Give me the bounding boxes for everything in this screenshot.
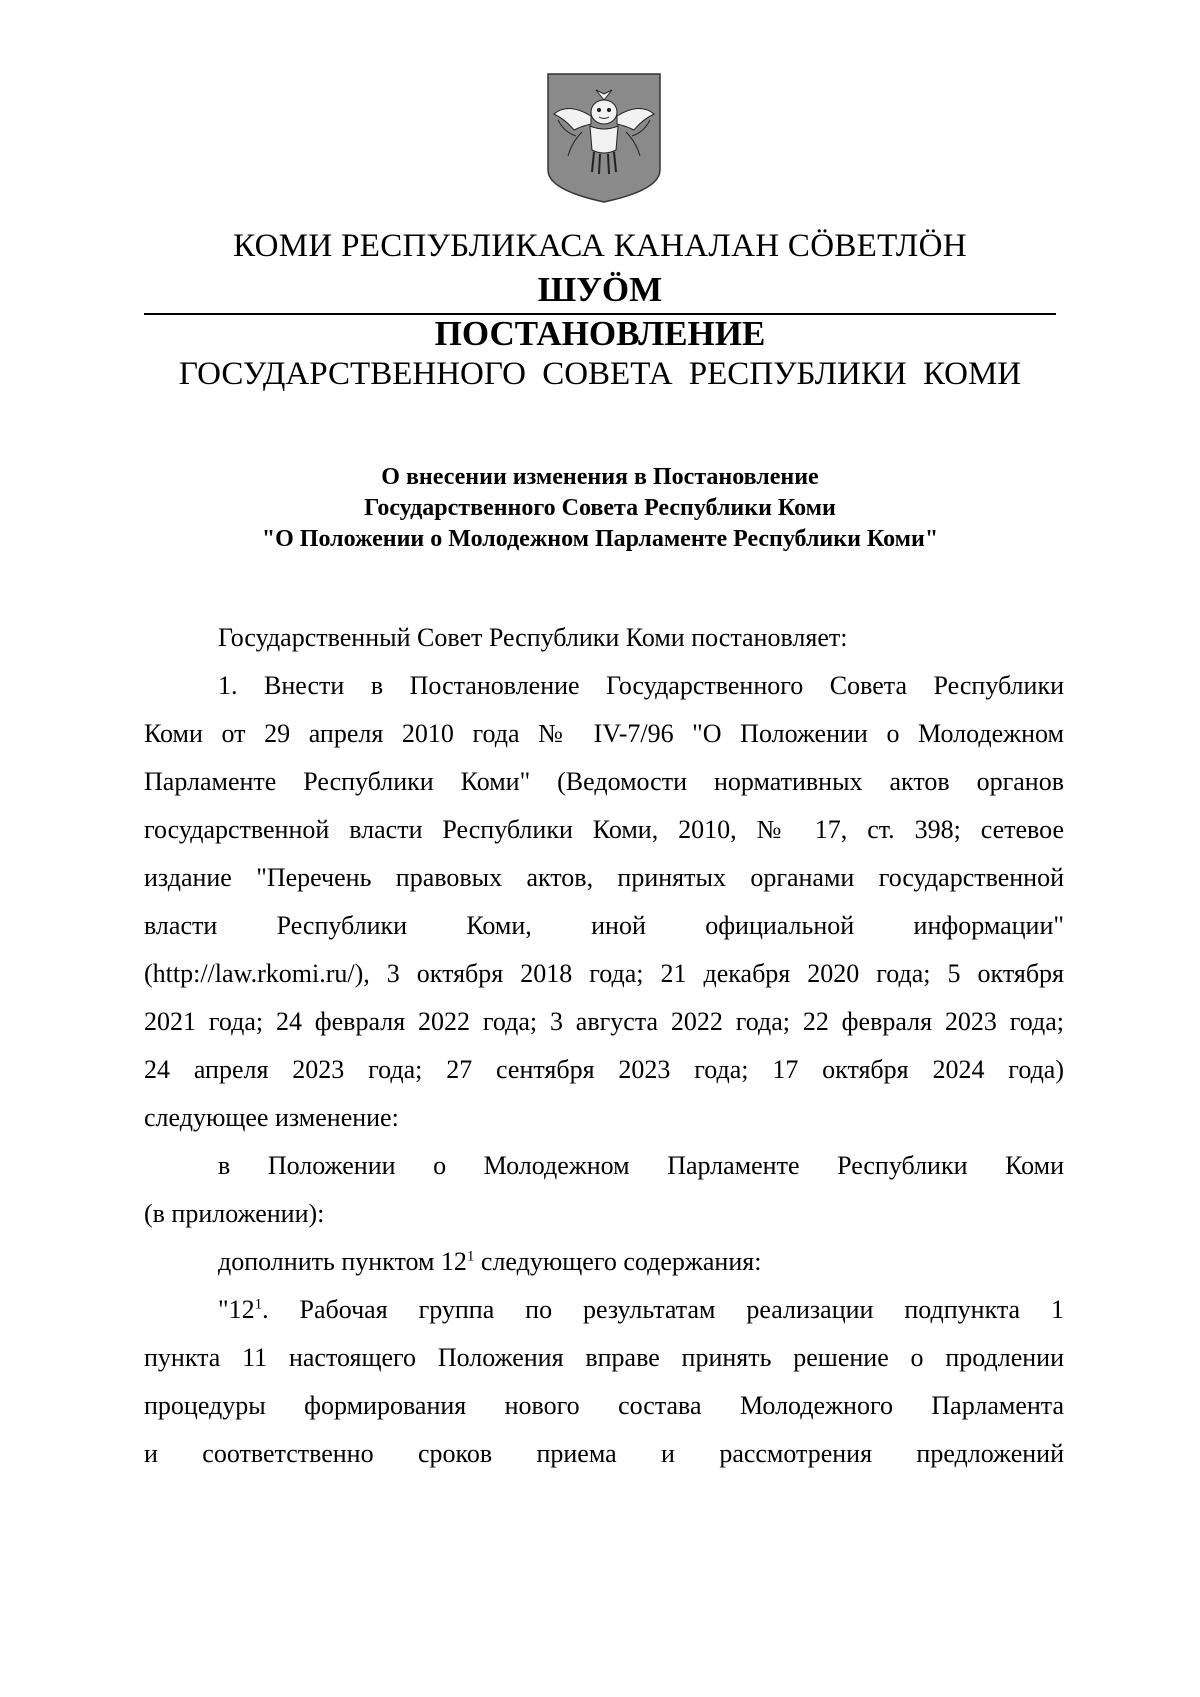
item-1-line: 1. Внести в Постановление Государственного Совета Республики [218, 671, 1064, 700]
header-komi-line: КОМИ РЕСПУБЛИКАСА КАНАЛАН СӦВЕТЛӦН [233, 228, 967, 264]
document-title [0, 462, 1200, 555]
item-1-line: власти Республики Коми, иной официальной информации" [144, 911, 1064, 940]
item-1-line: Парламенте Республики Коми" (Ведомости нормативных актов органов [144, 767, 1064, 796]
title-line-2: Государственного Совета Республики Коми [364, 495, 836, 521]
point-line [144, 1286, 1064, 1334]
item-1-line: 24 апреля 2023 года; 27 сентября 2023 года; 17 октября 2024 года) [144, 1055, 1064, 1084]
supplement-superscript: 1 [466, 1248, 475, 1265]
polozhenie-line: (в приложении): [144, 1199, 325, 1228]
item-1-paragraph [144, 662, 1064, 1142]
point-12-1-paragraph [144, 1286, 1064, 1478]
supplement-paragraph [144, 1238, 1064, 1286]
coat-of-arms-komi-icon [546, 72, 662, 204]
intro-paragraph: Государственный Совет Республики Коми постановляет: [218, 623, 848, 652]
point-superscript: 1 [254, 1296, 263, 1313]
point-prefix: "12 [218, 1295, 255, 1324]
header-postanovlenie: ПОСТАНОВЛЕНИЕ [434, 314, 766, 353]
polozhenie-line: в Положении о Молодежном Парламенте Республики Коми [218, 1151, 1064, 1180]
title-line-3: "О Положении о Молодежном Парламенте Республики Коми" [261, 526, 939, 552]
point-line: процедуры формирования нового состава Молодежного Парламента [144, 1391, 1064, 1420]
item-1-line: следующее изменение: [144, 1103, 399, 1132]
item-1-line: издание "Перечень правовых актов, принятых органами государственной [144, 863, 1064, 892]
item-1-line: 2021 года; 24 февраля 2022 года; 3 августа 2022 года; 22 февраля 2023 года; [144, 1007, 1064, 1036]
title-line-1: О внесении изменения в Постановление [381, 464, 819, 490]
supplement-suffix: следующего содержания: [474, 1247, 762, 1276]
item-1-line: Коми от 29 апреля 2010 года № IV-7/96 "О Положении о Молодежном [144, 719, 1064, 748]
item-1-line: (http://law.rkomi.ru/), 3 октября 2018 года; 21 декабря 2020 года; 5 октября [144, 959, 1064, 988]
polozhenie-paragraph [144, 1142, 1064, 1238]
point-line: пункта 11 настоящего Положения вправе принять решение о продлении [144, 1343, 1064, 1372]
header-gossovet: ГОСУДАРСТВЕННОГО СОВЕТА РЕСПУБЛИКИ КОМИ [178, 356, 1022, 392]
document-body [144, 614, 1064, 1478]
item-1-line: государственной власти Республики Коми, 2010, № 17, ст. 398; сетевое [144, 815, 1064, 844]
point-line: и соответственно сроков приема и рассмотрения предложений [144, 1439, 1064, 1468]
header-shuom: ШУӦМ [537, 270, 663, 309]
point-first-rest: . Рабочая группа по результатам реализации подпункта 1 [262, 1295, 1064, 1324]
supplement-prefix: дополнить пунктом 12 [218, 1247, 467, 1276]
